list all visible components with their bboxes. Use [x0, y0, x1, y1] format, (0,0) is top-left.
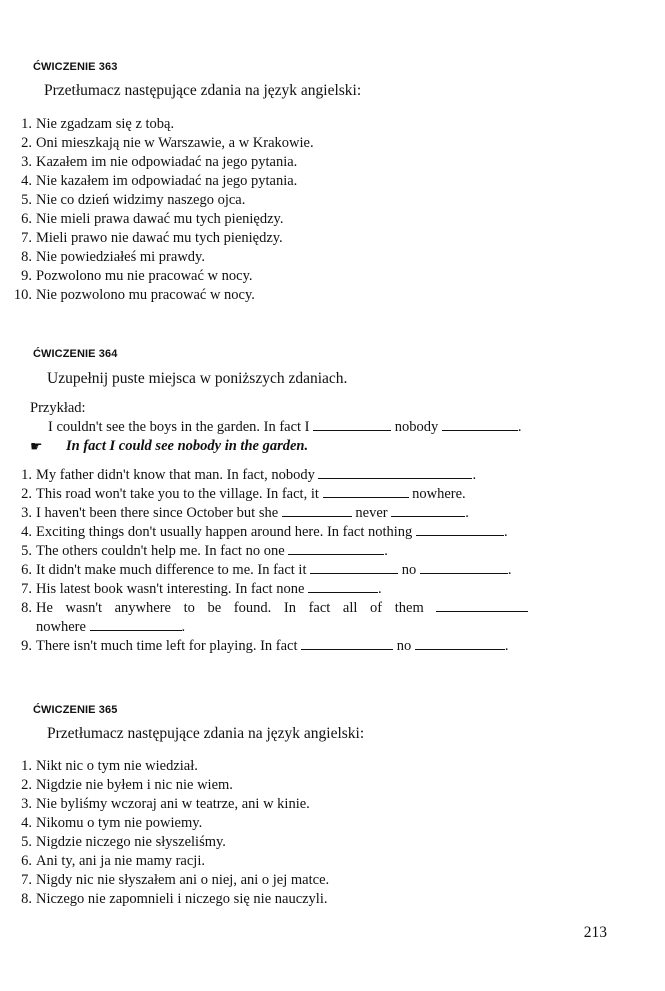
- fill-blank[interactable]: [310, 561, 398, 574]
- fill-blank[interactable]: [318, 466, 472, 479]
- textbook-page: ĆWICZENIE 363 Przetłumacz następujące zdania na język angielski: 1. Nie zgadzam się z tobą. 2. Oni mieszkają nie w Warszawie, a w Krakowie. 3. Kazałem im nie odpowiadać na jego pytania. 4. Nie kazałem im odpowiadać na jego pytania. 5. Nie co dzień widzimy naszego ojca. 6. Nie mieli prawa dawać mu tych pieniędzy. 7. Mieli prawo nie dawać mu tych pieniędzy. 8. Nie powiedziałeś mi prawdy. 9. Pozwolono mu nie pracować w nocy. 10. Nie pozwolono mu pracować w nocy. ĆWICZENIE 364 Uzupełnij puste miejsca w poniższych zdaniach. Przykład: I couldn't see the boys in the garden. In fact I nobody . ☛ In fact I could see nobody in the garden. 1. My father didn't know that man. In fact, nobody . 2. This road won't take you to the village. In fact, it nowhere. 3. I haven't been there since October but she never . 4. Exciting things don't usually happen around here. In fact nothing . 5. The others couldn't help me. In fact no one . 6. It didn't make much difference to me. In fact it no . 7. His latest book wasn't interesting. In fact none . 8. He wasn't anywhere to be found. In fact all of them nowhere . 9. There isn't much time left for playing. In fact no . ĆWICZENIE 365 Przetłumacz następujące zdania na język angielski: 1. Nikt nic o tym nie wiedział. 2. Nigdzie nie byłem i nic nie wiem. 3. Nie byliśmy wczoraj ani w teatrze, ani w kinie. 4. Nikomu o tym nie powiemy. 5. Nigdzie niczego nie słyszeliśmy. 6. Ani ty, ani ja nie mamy racji. 7. Nigdy nic nie słyszałem ani o niej, ani o jej matce. 8. Niczego nie zapomnieli i niczego się nie nauczyli. 213: [13, 61, 607, 941]
- fill-blank[interactable]: [323, 485, 409, 498]
- fill-blank[interactable]: [282, 504, 352, 517]
- fill-blank[interactable]: [301, 637, 393, 650]
- fill-blank[interactable]: [416, 523, 504, 536]
- fill-blank[interactable]: [288, 542, 384, 555]
- example-answer: In fact I could see nobody in the garden.: [66, 438, 309, 454]
- list-item-continuation: nowhere .: [36, 619, 186, 635]
- exercise-363-instruction: Przetłumacz następujące zdania na język angielski:: [44, 82, 362, 99]
- exercise-365-instruction: Przetłumacz następujące zdania na język angielski:: [47, 725, 365, 742]
- exercise-364-instruction: Uzupełnij puste miejsca w poniższych zdaniach.: [47, 370, 348, 387]
- fill-blank[interactable]: [415, 637, 505, 650]
- example-sentence: I couldn't see the boys in the garden. In fact I nobody .: [48, 419, 522, 435]
- fill-blank[interactable]: [436, 599, 528, 612]
- exercise-365-heading: ĆWICZENIE 365: [33, 704, 118, 716]
- exercise-363-heading: ĆWICZENIE 363: [33, 61, 118, 73]
- fill-blank[interactable]: [442, 418, 518, 431]
- fill-blank[interactable]: [90, 618, 182, 631]
- exercise-364-heading: ĆWICZENIE 364: [33, 348, 118, 360]
- example-label: Przykład:: [30, 400, 86, 416]
- fill-blank[interactable]: [313, 418, 391, 431]
- fill-blank[interactable]: [420, 561, 508, 574]
- page-number: 213: [583, 924, 607, 941]
- pointing-hand-icon: ☛: [30, 440, 43, 455]
- fill-blank[interactable]: [308, 580, 378, 593]
- fill-blank[interactable]: [391, 504, 465, 517]
